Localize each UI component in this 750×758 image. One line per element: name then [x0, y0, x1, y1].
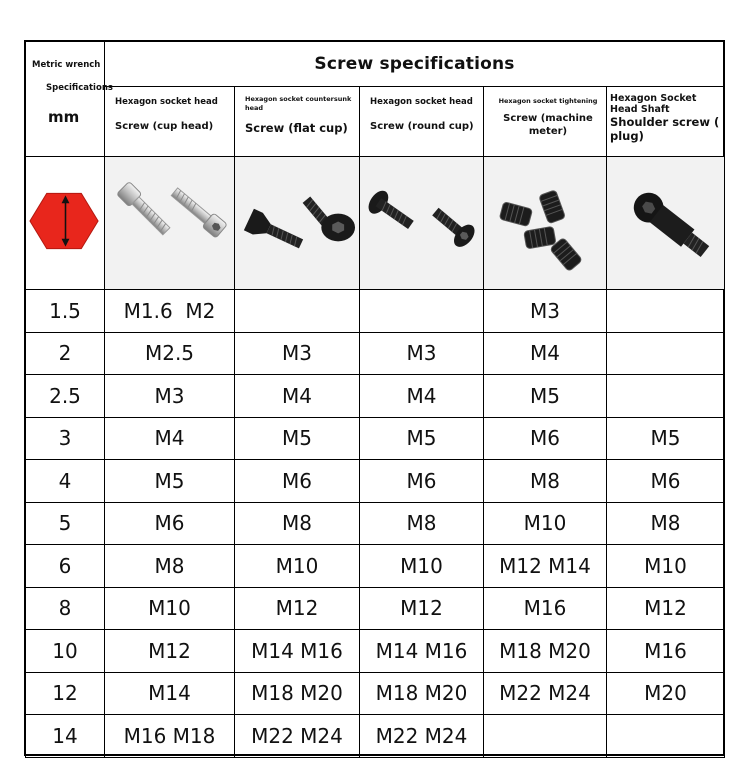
- screw-size-cell: M6: [105, 502, 235, 545]
- screw-size-cell: M10: [360, 545, 484, 588]
- screw-spec-table-frame: [24, 40, 725, 756]
- table-row: [26, 715, 725, 758]
- screw-size-cell: M3: [360, 332, 484, 375]
- wrench-size-cell: 5: [26, 502, 105, 545]
- screw-size-cell: M4: [235, 375, 360, 418]
- cup-head-screw-image: [105, 157, 235, 290]
- screw-size-cell: M3: [105, 375, 235, 418]
- screw-size-cell: M5: [105, 460, 235, 503]
- screw-size-cell: M10: [235, 545, 360, 588]
- table-row: [26, 630, 725, 673]
- screw-size-cell: M10: [607, 545, 725, 588]
- screw-size-cell: M5: [607, 417, 725, 460]
- table-title: Screw specifications: [105, 42, 725, 87]
- wrench-size-cell: 14: [26, 715, 105, 758]
- screw-size-cell: M6: [360, 460, 484, 503]
- screw-size-cell: M16: [484, 587, 607, 630]
- wrench-size-cell: 10: [26, 630, 105, 673]
- wrench-size-cell: 2.5: [26, 375, 105, 418]
- shoulder-screw-image: [607, 157, 725, 290]
- hex-size-cell: [26, 157, 105, 290]
- screw-size-cell: M12: [360, 587, 484, 630]
- screw-spec-table: [25, 41, 725, 758]
- screw-size-cell: M6: [607, 460, 725, 503]
- table-row: [26, 460, 725, 503]
- screw-size-cell: M18 M20: [484, 630, 607, 673]
- screw-size-cell: [607, 715, 725, 758]
- round-cup-screw-image: [360, 157, 484, 290]
- screw-size-cell: M12 M14: [484, 545, 607, 588]
- screw-size-cell: M4: [484, 332, 607, 375]
- hex-wrench-size-icon: [26, 157, 105, 285]
- corner-label-line1: Metric wrench: [32, 60, 101, 70]
- screw-size-cell: M12: [607, 587, 725, 630]
- header-corner: [26, 42, 113, 157]
- screw-size-cell: M12: [105, 630, 235, 673]
- round-cup-screw-icon: [360, 160, 483, 287]
- cup-head-screw-icon: [105, 160, 234, 287]
- screw-size-cell: [607, 290, 725, 333]
- screw-size-cell: M10: [105, 587, 235, 630]
- screw-size-cell: M6: [484, 417, 607, 460]
- screw-size-cell: M5: [484, 375, 607, 418]
- screw-size-cell: [235, 290, 360, 333]
- screw-size-cell: [607, 375, 725, 418]
- wrench-size-cell: 2: [26, 332, 105, 375]
- screw-size-cell: M14: [105, 672, 235, 715]
- screw-size-cell: M4: [105, 417, 235, 460]
- screw-size-cell: M5: [360, 417, 484, 460]
- table-row: [26, 375, 725, 418]
- screw-size-cell: M18 M20: [360, 672, 484, 715]
- table-row: [26, 587, 725, 630]
- spec-rows: [26, 290, 725, 758]
- screw-size-cell: M22 M24: [484, 672, 607, 715]
- screw-size-cell: M8: [360, 502, 484, 545]
- wrench-size-cell: 6: [26, 545, 105, 588]
- table-row: [26, 290, 725, 333]
- screw-size-cell: M8: [235, 502, 360, 545]
- col-header-cup-head: Hexagon socket head Screw (cup head): [105, 87, 235, 157]
- screw-size-cell: [360, 290, 484, 333]
- screw-size-cell: M18 M20: [235, 672, 360, 715]
- col-header-shoulder-screw: Hexagon Socket Head Shaft Shoulder screw ( plug): [607, 87, 725, 157]
- wrench-size-cell: 3: [26, 417, 105, 460]
- screw-size-cell: M14 M16: [235, 630, 360, 673]
- screw-size-cell: M2.5: [105, 332, 235, 375]
- table-row: [26, 502, 725, 545]
- screw-size-cell: M20: [607, 672, 725, 715]
- col-header-round-cup: Hexagon socket head Screw (round cup): [360, 87, 484, 157]
- flat-cup-screw-image: [235, 157, 360, 290]
- wrench-size-cell: 8: [26, 587, 105, 630]
- screw-size-cell: M1.6 M2: [105, 290, 235, 333]
- screw-size-cell: M8: [484, 460, 607, 503]
- screw-size-cell: [607, 332, 725, 375]
- corner-label-line2: Specifications: [46, 83, 113, 93]
- screw-size-cell: M5: [235, 417, 360, 460]
- screw-size-cell: M14 M16: [360, 630, 484, 673]
- set-screw-image: [484, 157, 607, 290]
- screw-size-cell: M22 M24: [235, 715, 360, 758]
- screw-size-cell: M12: [235, 587, 360, 630]
- screw-size-cell: M10: [484, 502, 607, 545]
- screw-size-cell: M8: [607, 502, 725, 545]
- set-screw-icon: [484, 160, 606, 287]
- table-row: [26, 417, 725, 460]
- screw-size-cell: M16: [607, 630, 725, 673]
- table-row: [26, 545, 725, 588]
- col-header-flat-cup: Hexagon socket countersunk head Screw (flat cup): [235, 87, 360, 157]
- screw-size-cell: M22 M24: [360, 715, 484, 758]
- screw-size-cell: M8: [105, 545, 235, 588]
- screw-size-cell: M4: [360, 375, 484, 418]
- table-row: [26, 672, 725, 715]
- screw-size-cell: M3: [235, 332, 360, 375]
- wrench-size-cell: 4: [26, 460, 105, 503]
- wrench-size-cell: 1.5: [26, 290, 105, 333]
- screw-size-cell: M6: [235, 460, 360, 503]
- table-row: [26, 332, 725, 375]
- wrench-size-cell: 12: [26, 672, 105, 715]
- screw-size-cell: M16 M18: [105, 715, 235, 758]
- screw-size-cell: M3: [484, 290, 607, 333]
- col-header-set-screw: Hexagon socket tightening Screw (machine meter): [484, 87, 607, 157]
- shoulder-screw-icon: [607, 160, 724, 287]
- screw-size-cell: [484, 715, 607, 758]
- unit-label: mm: [48, 108, 80, 126]
- flat-cup-screw-icon: [235, 160, 359, 287]
